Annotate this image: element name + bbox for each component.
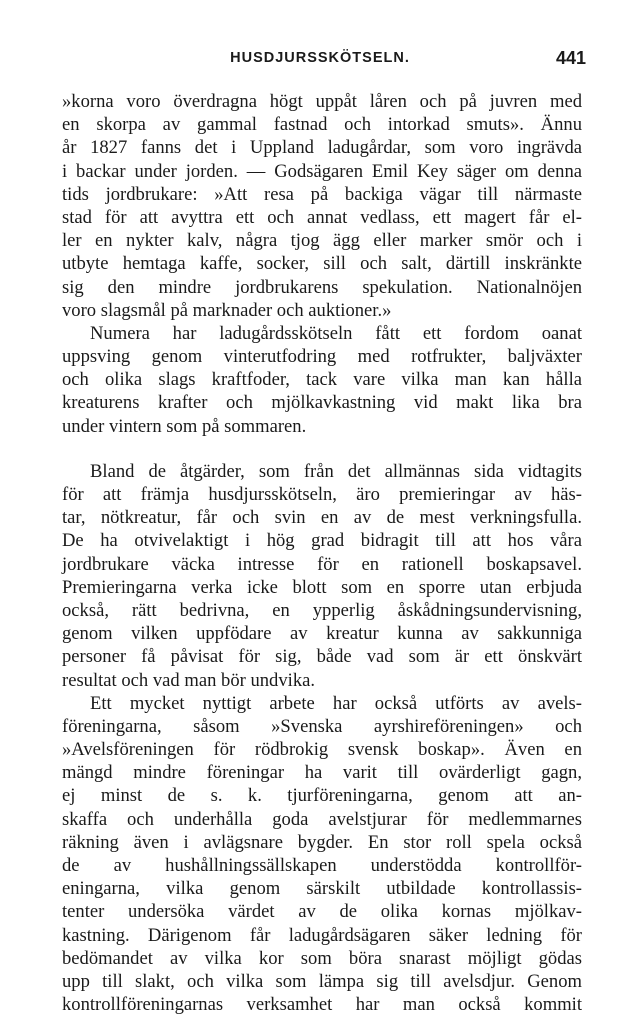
text-line: räkning även i avlägsnare bygder. En stor roll spela också	[62, 831, 582, 853]
text-line: ler en nykter kalv, några tjog ägg eller marker smör och i	[62, 230, 582, 252]
paragraph-gap	[62, 438, 582, 460]
text-line: de av hushållningssällskapen understödda kontrollför-	[62, 855, 582, 876]
text-line: voro slagsmål på marknader och auktioner.»	[62, 299, 392, 321]
paragraph	[62, 692, 582, 1016]
text-line: genom vilken uppfödare av kreatur kunna av sakkunniga	[62, 623, 582, 645]
text-line: »Avelsföreningen för rödbrokig svensk boskap». Även en	[62, 739, 582, 761]
page-number: 441	[555, 48, 586, 68]
text-line: bedömandet av vilka kor som böra snarast möjligt gödas	[62, 947, 582, 969]
text-line: tids jordbrukare: »Att resa på backiga vägar till närmaste	[62, 183, 582, 205]
text-line: Numera har ladugårdsskötseln fått ett fordom oanat	[90, 322, 582, 344]
text-line: också, rätt bedrivna, en ypperlig åskådningsundervisning,	[62, 599, 582, 621]
text-line: eningarna, vilka genom särskilt utbildade kontrollassis-	[62, 878, 582, 900]
text-line: Ett mycket nyttigt arbete har också utförts av avels-	[90, 692, 582, 714]
paragraph	[62, 322, 582, 438]
text-line: stad för att avyttra ett och annat vedlass, ett magert får el-	[62, 206, 582, 228]
body-text	[62, 90, 582, 1016]
paragraph	[62, 460, 582, 692]
text-line: sig den mindre jordbrukarens spekulation. Nationalnöjen	[62, 276, 582, 298]
text-line: personer få påvisat för sig, både vad som är ett önskvärt	[62, 646, 582, 668]
text-line: för att främja husdjursskötseln, äro premieringar av häs-	[62, 484, 582, 505]
text-line: år 1827 fanns det i Uppland ladugårdar, som voro ingrävda	[62, 137, 582, 159]
text-line: under vintern som på sommaren.	[62, 415, 307, 437]
running-header	[62, 48, 586, 72]
paragraph	[62, 90, 582, 322]
text-line: och olika slags kraftfoder, tack vare vilka man kan hålla	[62, 369, 582, 391]
text-line: tenter undersöka värdet av de olika kornas mjölkav-	[62, 901, 582, 923]
text-line: kastning. Därigenom får ladugårdsägaren säker ledning för	[62, 924, 582, 946]
text-line: ej minst de s. k. tjurföreningarna, genom att an-	[62, 785, 582, 807]
running-title: HUSDJURSSKÖTSELN.	[230, 50, 410, 66]
text-line: i backar under jorden. — Godsägaren Emil Key säger om denna	[62, 160, 582, 182]
text-line: uppsving genom vinterutfodring med rotfrukter, baljväxter	[62, 346, 582, 368]
text-line: Premieringarna verka icke blott som en sporre utan erbjuda	[62, 576, 582, 598]
text-line: en skorpa av gammal fastnad och intorkad smuts». Ännu	[62, 114, 582, 136]
text-line: upp till slakt, och vilka som lämpa sig till avelsdjur. Genom	[62, 970, 582, 992]
text-line: mängd mindre föreningar ha varit till ovärderligt gagn,	[62, 762, 582, 784]
text-line: jordbrukare väcka intresse för en rationell boskapsavel.	[62, 553, 582, 575]
text-line: tar, nötkreatur, får och svin en av de mest verkningsfulla.	[62, 507, 582, 529]
text-line: De ha otvivelaktigt i hög grad bidragit till att hos våra	[62, 530, 582, 552]
text-line: utbyte hemtaga kaffe, socker, sill och salt, därtill inskränkte	[62, 253, 582, 275]
text-line: föreningarna, såsom »Svenska ayrshireföreningen» och	[62, 715, 582, 737]
text-line: skaffa och underhålla goda avelstjurar för medlemmarnes	[62, 808, 582, 830]
text-line: resultat och vad man bör undvika.	[62, 669, 316, 691]
text-line: »korna voro överdragna högt uppåt låren och på juvren med	[62, 91, 582, 112]
text-line: Bland de åtgärder, som från det allmännas sida vidtagits	[90, 460, 582, 482]
text-line: kontrollföreningarnas verksamhet har man också kommit	[62, 994, 582, 1016]
text-line: kreaturens krafter och mjölkavkastning vid makt lika bra	[62, 392, 582, 414]
